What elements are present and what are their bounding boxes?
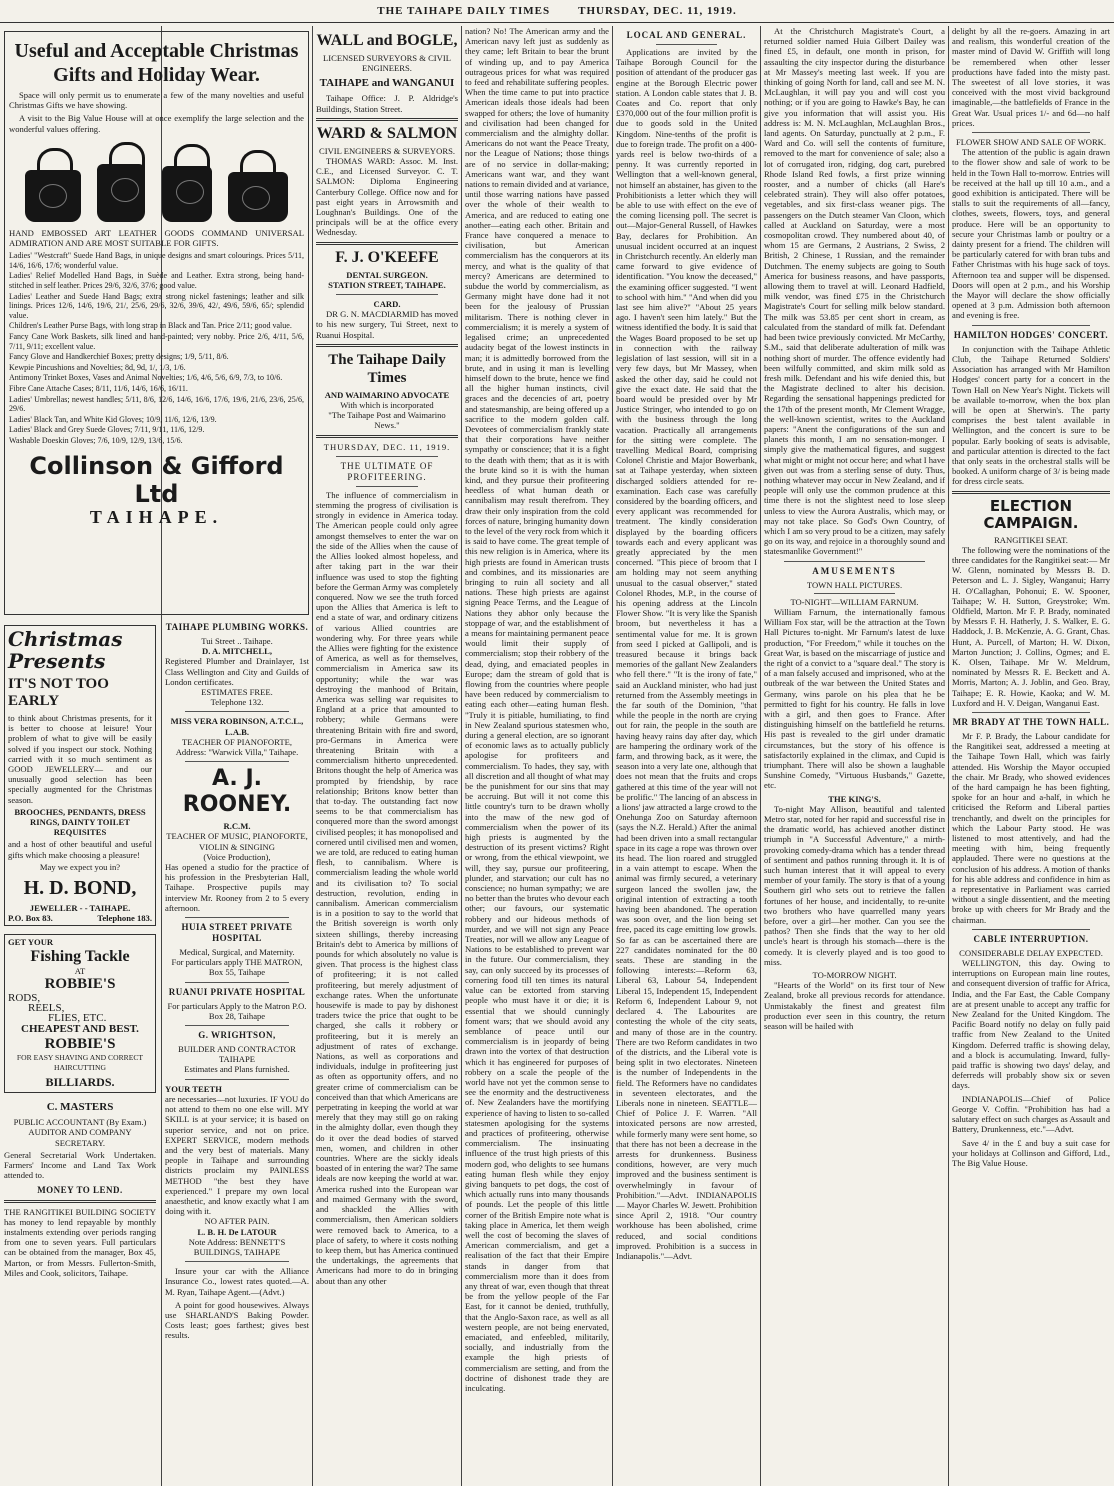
rooney-voice: (Voice Production), [203,851,271,862]
wall-bogle-name: WALL and BOGLE, [316,32,458,49]
rooney-name: A. J. ROONEY. [182,766,292,818]
cable-heading: CABLE INTERRUPTION. [973,933,1089,944]
cable-body: WELLINGTON, this day. Owing to interruptions on European main line routes, and consequent diversion of traffic for Africa, India, and the Far East, the Cable Company are at present unable to accept any traffic for New Zealand for the United Kingdom. The Pacific Board notify no delay on fully paid traffic from New Zealand to the United Kingdom. Deferred traffic is showing delay, and a block is accumulating. Inward, fully-paid traffic is showing two days' delay, and deferreds will probably show six or seven days. [952,958,1110,1091]
robinson-name: MISS VERA ROBINSON, A.T.C.L., L.A.B. [170,716,304,737]
masthead [0,0,1114,23]
advert-intro-2: A visit to the Big Value House will at once exemplify the large selection and the wonderful values offering. [9,113,304,134]
list-item: Ladies' "Westcraft" Suede Hand Bags, in unique designs and smart colourings. Prices 5/11, 14/6, 16/6, 17/6; wonderful value. [9,251,304,270]
list-item: Fancy Cane Work Baskets, silk lined and hand-painted; very nobby. Price 2/6, 4/11, 5/6, 7/11, 9/11; excellent value. [9,331,304,351]
bond-name: H. D. BOND, [23,877,137,900]
masters-body: General Secretarial Work Undertaken. Farmers' Income and Land Tax Work attended to. [4,1149,156,1181]
card-body: DR G. N. MACDIARMID has moved to his new surgery, Tui Street, next to Ruanui Hospital. [316,309,458,340]
bond-question: May we expect you in? [39,861,121,872]
kings-heading: THE KING'S. [828,793,881,804]
advert-headline: Useful and Acceptable Christmas Gifts and Holiday Wear. [14,40,299,86]
kings-body: To-night May Allison, beautiful and talented Metro star, noted for her rapid and successful rise in the dramatic world, has achieved another distinct triumph in "A Successful Adventure," a mirth-provoking comedy-drama which has a tender thread of sentiment and pathos running through it. It is of such human interest that it will appeal to every member of your family. The story is that of a young Southern girl who sets out to retrieve the fallen fortunes of her house, and incidentally, to re-unite two brothers who have quarrelled many years before, over a girl—her mother. Can you see the pathos? Then she finds that the way to her old uncle's heart is through his stomach—there is the comedy. It is cleverly played and is too good to miss. [764,803,945,967]
column-3 [316,26,458,1486]
flower-show-body: The attention of the public is again drawn to the flower show and sale of work to be held in the Town Hall to-morrow. Entries will be received at the hall up till 10 a.m., and a good exhibition is anticipated. There will be stalls to suit the requirements of all—fancy, clothes, sweets, flowers, toys, and general produce. Here will be an opportunity to secure your Christmas lamb or poultry or a dainty present for a friend. The children will be particularly catered for with bran tubs and Father Christmas with his huge sack of toys. Afternoon tea and supper will be dispensed. Doors will open at 2 p.m., and his Worship the Mayor will declare the show officially opened at 3 p.m. Admission both afternoon and evening is free. [952,147,1110,321]
column-1-lower [4,622,156,1486]
plumbing-estimates: ESTIMATES FREE. [201,687,273,698]
brady-body: Mr F. P. Brady, the Labour candidate for the Rangitikei seat, addressed a meeting at the Taihape Town Hall, which was fairly attended. His Worship the Mayor occupied the chair. Mr Brady, who showed evidences of the hard campaign he has been fighting, spoke for an hour and a-half, in which he criticised the Reform and Liberal parties trenchantly, and dwelt on the principles for which the Labour Party stood. He was listened to most attentively, and had the meeting with him, being frequently applauded. There were no questions at the conclusion of his address. A motion of thanks for his able address and confidence in him as a representative in Parliament was carried without a single dissentient, and the meeting broke up with cheers for Mr Brady and the chairman. [952,730,1110,925]
farnum-body: William Farnum, the internationally famous William Fox star, will be the attraction at the Town Hall Pictures to-night. Mr Farnum's latest de luxe production, "For Freedom," while it touches on the Great War, is based on the miscarriage of justice and the right of a convict to a "square deal." The story is of a man falsely accused and imprisoned, who at the outbreak of the war between the United States and Germany, wins parole on his plea that he be permitted to fight for his country. He falls in love with a girl, and then goes to France. After distinguishing himself on the battlefield he returns. His past is revealed to the girl under dramatic circumstances, but the story of his offence is satisfactorily explained in the climax, and Cupid is triumphant. There will also be shown a laughable Sunshine Comedy, "Virtuous Husbands," Gazette, etc. [764,606,945,791]
wall-bogle-office: Taihape Office: J. P. Aldridge's Buildings, Station Street. [316,93,458,114]
masters-name: C. MASTERS [46,1101,114,1114]
robbie-line-1: GET YOUR [8,937,54,948]
plumbing-title: TAIHAPE PLUMBING WORKS. [165,622,309,632]
paper-title: The Taihape Daily Times [328,351,446,386]
robbie-line-9: ROBBIE'S [44,1035,116,1052]
ruanui-title: RUANUI PRIVATE HOSPITAL [168,986,306,997]
building-society-notice: THE RANGITIKEI BUILDING SOCIETY has money to lend repayable by monthly instalments extending over periods ranging from one to seven years. Full particulars can be obtained from the manager, Box 45, Marton, or from Messrs. Fullerton-Smith, Miles and Cook, solicitors, Taihape. [4,1206,156,1278]
tomorrow-heading: TO-MORROW NIGHT. [812,970,897,981]
ward-salmon-body: THOMAS WARD: Assoc. M. Inst. C.E., and Licensed Surveyor. C. T. SALMON: Diploma Engineering Canterbury College. Office now and for past eight years in Arrowsmith and Loughnan's Buildings. One of the principals will be at the office every Wednesday. [316,156,458,238]
robinson-address: Address: "Warwick Villa," Taihape. [175,747,299,758]
column-rule [612,26,613,1486]
bond-telephone: Telephone 183. [97,913,152,924]
bond-body: to think about Christmas presents, for it is better to choose at leisure! Your problem of what to give will be easily solved if you inspect our stock. Nothing carried with it so much sentiment as GOOD JEWELLERY— and our unusually good selection has been specially augmented for the Christmas season. [8,713,152,805]
wrightson-role: BUILDER AND CONTRACTOR TAIHAPE [178,1044,296,1065]
paper-date: THURSDAY, DEC. 11, 1919. [323,441,451,452]
list-item: Ladies' Black and Grey Suede Gloves; 7/11, 9/11, 11/6, 12/9. [9,425,205,435]
teeth-after-pain: NO AFTER PAIN. [204,1216,270,1227]
column-4 [465,26,609,1486]
bond-trade: JEWELLER - - TAIHAPE. [29,903,131,914]
huia-title: HUIA STREET PRIVATE HOSPITAL [181,922,293,944]
ward-salmon-name: WARD & SALMON [316,124,458,142]
plumbing-telephone: Telephone 132. [210,697,264,708]
huia-body: For particulars apply THE MATRON, [171,957,303,968]
column-5 [616,26,757,1486]
rooney-body: Has opened a studio for the practice of his profession in the Presbyterian Hall, Taihape. Prospective pupils may interview Mr. Rooney from 2 to 5 every afternoon. [165,862,309,913]
robbie-line-2: Fishing Tackle [30,947,130,965]
ruanui-body: For particulars Apply to the Matron P.O. Box 28, Taihape [167,1000,307,1021]
handbag-image [162,166,212,222]
advert-items-list [9,251,304,445]
insurance-notice: Insure your car with the Alliance Insurance Co., lowest rates quoted.—A. M. Ryan, Taihape Agent.—(Advt.) [165,1266,309,1297]
election-subheading: RANGITIKEI SEAT. [994,534,1068,545]
rooney-degree: R.C.M. [223,821,251,832]
list-item: Antimony Trinket Boxes, Vases and Animal Novelties; 1/6, 4/6, 5/6, 6/9, 7/3, to 10/6. [9,373,283,383]
column-rule [312,26,313,1486]
local-general-heading: LOCAL AND GENERAL. [626,30,747,40]
wrightson-body: Estimates and Plans furnished. [184,1064,290,1075]
christmas-gifts-advert [4,28,309,618]
column-rule [948,26,949,1486]
handbag-illustrations [17,140,296,222]
list-item: Ladies' Black Tan, and White Kid Gloves; 10/9, 11/6, 12/6, 13/9. [9,414,217,424]
hearts-continued: delight by all the re-goers. Amazing in art and realism, this wonderful creation of the master mind of David W. Griffith will long be remembered when other lesser productions have faded into the misty past. The sweetest of all love stories, it was conceived with the most vivid background imaginable,—the battlefields of France in the Great War. Usual prices 1/- and 6d—no half prices. [952,26,1110,128]
column-6 [764,26,945,1486]
robinson-role: TEACHER OF PIANOFORTE, [181,736,292,747]
list-item: Ladies' Leather and Suede Hand Bags; extra strong nickel fastenings; leather and silk linings. Prices 12/6, 14/6, 19/6, 21/, 25/6, 29/6, 32/6, 39/6, 42/, 49/6, 59/6, 65/; splendid value. [9,291,304,320]
paper-subtitle: AND WAIMARINO ADVOCATE [324,389,450,400]
list-item: Kewpie Pincushions and Novelties; 8d, 9d, 1/, 1/3, 1/6. [9,362,186,372]
robbie-line-4: ROBBIE'S [44,975,116,992]
local-general-body: Applications are invited by the Taihape Borough Council for the position of attendant of the producer gas engine at the Borough Electric power station. A London cable states that J. B. Coates and Co. report that only £370,000 out of the four million profit is due to goods sold in the United Kingdom. Nine-tenths of the profit is due to foreign trade. The profit on a 400-yards reel is below two-thirds of a penny. It was currently reported in Wellington that a well-known general, not himself an abstainer, has given to the Prohibitionists a letter which they will be able to use with effect on the eve of the coming licensing poll. The secret is out—Major-General Russell, of Hawkes Bay, declares for Prohibition. An unusual incident occurred at an inquest in Christchurch recently. An elderly man came forward to give evidence of identification. "You know the deceased," the examining officer suggested. "I went to school with him." "And when did you last see him alive?" "About 25 years ago. I haven't seen him lately." But the witness identified the body. It is said that the Wages Board proposed to be set up in connection with the railway legislation of last session, will sit in a very few days, but Mr Massey, when asked the other day, said he could not give the exact date. He said that the board would be presided over by Mr Justice Stringer, who intended to go on with the business through the long vacation. Practically all arrangements for the sitting were complete. The travelling Medical Board, comprising Colonel Christie and Major Bowerbank, sat at Taihape yesterday, when sixteen discharged soldiers attended for re-examination. Each case was carefully considered by the boarding officers, and every applicant was recommended for treatment. The kindly consideration displayed by the boarding officers towards each and every applicant was greatly appreciated by the men concerned. "This piece of broom that I am holding may not seem anything unusual to the casual observer," stated Colonel Rhodes, M.P., in the course of his opening address at the Lincoln Flower Show. "It is very like the Spanish broom, but nevertheless it has a sentimental value for me. It is grown from seed I picked at Gallipoli, and is treasured because it brings back memories of the gallant New Zealanders who fell there." "It is the irony of fate," said an Auckland minister, who had just returned from the Assembly meetings in the far south of the Dominion, "that while the people in the north are crying out for rain, the people in the south are having heavy rains day after day, which are hampering the ordinary work of the farm, and throwing back, as it were, the season into a very late one, although that does not mean that the fruits and crops gathered at this time of the year will not be prolific." The lancing of an abscess in a lions' jaw attracted a large crowd to the Onehunga Zoo on Saturday afternoon (says the N.Z. Herald.) After the animal had been driven into a small rectangular space in its cage a rope was thrown over its head. The lion roared and struggled in a vain attempt to escape. When the animal was firmly secured, a veterinary surgeon lanced the swollen jaw, the original intention of extracting a tooth having been abandoned. The operation was soon over, and the lion being set free, paced its cage emitting low growls. So far as can be ascertained there are 227 candidates nominated for the 80 seats. These are standing in the following interests:—Reform 63, Liberal 63, Labour 54, Independent Liberal 15, Independent 15, Independent Reform 6, Independent Labour 9, not declared 4. The Labourites are contesting the whole of the city seats, and many of those are in the country. There are two Reform candidates in two of the districts, and the Liberal vote is being split in two electorates. Nineteen is the number of Independents in the field. The Reformers have no candidates in seventeen electorates, and the Liberals none in nineteen. SEATTLE—Chief of Police J. F. Warren. "All intoxicated persons are now arrested, while formerly many were sent home, so that there has not been a decrease in the arrests for drunkenness. Business conditions, however, are very much improved and the business sentiment is overwhelmingly in favour of Prohibition."—Advt. INDIANAPOLIS — Mayor Charles W. Jewett. Prohibition since April 2, 1918. "Our country workhouse has been abolished, crime reduced, and social conditions improved. Prohibition is a success in Indianapolis."—Advt. [616,47,757,1261]
christmas-presents-banner: Christmas Presents [8,627,123,673]
news-items: At the Christchurch Magistrate's Court, a returned soldier named Huia Gilbert Dailey was fined £5, in default, one month in prison, for assaulting the city inspector during the disturbance at Mr Massey's meeting last week. If you are thinking of going North for land, call and see M. N. McLaughlan, it will pay you and will cost you nothing; or if you are going to Hawke's Bay, he can give you information that will assist you. His address is: M. N. McLaughlan, McLaughlan Bros., land agents. On Saturday, punctually at 2 p.m., F. Ward and Co. will sell the contents of furniture, removed to the mart for convenience of sale; also a lot of corrugated iron, ridging, dog cart, purebred Rhode Island Red fowls, a first prize winning rooster, and a number of chicks (all Hare's celebrated strain). They will also offer potatoes, vegetables, and six first-class weaner pigs. The passengers on the Dutch steamer Van Cloon, which called at Auckland on Saturday, were a most cosmopolitan crowd. They numbered about 40, of whom 15 are Germans, 2 Austrians, 2 Swiss, 2 British, 2 Chinese, 1 Russian, and the remainder Dutchmen. The enemy subjects are going to South America for business reasons, and have passports, allowing them to travel at will. Leonard Hadfield, milk vendor, was fined £75 in the Christchurch Magistrate's Court for selling milk below standard. The milk was 53.85 per cent short in cream, as calculated from the standard of milk fat. Defendant had been twice previously convicted. Mr McCarthy, S.M., said that deliberate adulteration of milk was nothing short of murder. The offence evidently had been wilfully committed, and skim milk sold as fresh milk. Defendant and his wife denied this, but the Magistrate declined to alter his decision. Regarding the sensational happenings predicted for the 17th of the present month, Mr Clement Wragge, the well-known scientist, writes to the Auckland papers: "Anent the configurations of the sun and planets this month, I am no sensation-monger. I simply give the mathematical figures, and suggest what might or might not occur here; and what I have given out was from a sterling sense of duty. Thus, nothing whatever may occur in New Zealand, and if people will only use the common prudence at this time there is not the slightest need to lose sleep unless to view the Aurora Australis, which may, or may not take place. So God's Own Country, of which I am so very proud to be a citizen, may safely go on its way, and rejoice in a thoroughly sound and statesmanlike Government!" [764,26,945,557]
robbie-line-7: FLIES, ETC. [48,1012,107,1025]
wall-bogle-role: LICENSED SURVEYORS & CIVIL ENGINEERS. [323,53,451,74]
advertiser-name: Collinson & Gifford Ltd [29,451,284,508]
flower-show-heading: FLOWER SHOW AND SALE OF WORK. [955,137,1107,148]
bond-tail: and a host of other beautiful and useful gifts which make choosing a pleasure! [8,839,152,860]
okeefe-role: DENTAL SURGEON. [346,269,428,280]
paper-incorporated: With which is incorporated [340,400,434,411]
editorial-title: THE ULTIMATE OF PROFITEERING. [340,460,434,482]
list-item: Ladies' Umbrellas; newest handles; 5/11, 8/6, 12/6, 14/6, 16/6, 17/6, 19/6, 21/6, 23/6, 25/6, 29/6. [9,394,304,414]
farnum-heading: TO-NIGHT—WILLIAM FARNUM. [790,596,919,607]
advertiser-town: TAIHAPE. [89,506,224,527]
teeth-body: are necessaries—not luxuries. IF YOU do not attend to them no one else will. MY SKILL is at your service; it is based on superior service, and not on price. EXPERT SERVICE, modern methods and the very best of materials. Many people in Taihape and surrounding districts proclaim my PAINLESS METHOD "the best they have experienced." I prepare my own local anaesthetic, and know exactly what I am doing with it. [165,1093,309,1217]
paper-papers: "The Taihape Post and Waimarino News." [328,410,446,431]
masters-title: PUBLIC ACCOUNTANT (By Exam.) AUDITOR AND COMPANY SECRETARY. [13,1117,147,1148]
column-2-lower [165,622,309,1486]
list-item: Ladies' Relief Modelled Hand Bags, in Suède and Leather. Extra strong, being hand-stitched in self leather. Prices 29/6, 32/6, 37/6; good value. [9,271,304,290]
election-body: The following were the nominations of the three candidates for the Rangitikei seat:— Mr W. Glenn, nominated by Messrs B. D. Peterson and L. J. Sigley, Wanganui; Harry H. O'Callaghan, Pohonui; E. W. Spooner, Taihape; W. H. Sutton, Greystroke; Wm. Oldfield, Marton. Mr F. P. Brady, nominated by Messrs F. H. Hatherly, J. S. Walker, E. G. Haddock, J. B. McKenzie, A. G. Grant, Chas. Hunt, A. Purcell, of Marton; H. W. Dixon, Marton Junction; J. Collins, Ogmes; and E. K. Olsen, Taihape. Mr W. Meldrum, nominated by Messrs R. E. Beckett and A. Morris, Marton; A. J. Joblin, and Geo. Bray, Taihape; E. R. Howie, Kaoka; and W. M. Luxford and H. V. Deigan, Wanganui East. [952,544,1110,708]
tomorrow-body: "Hearts of the World" on its first tour of New Zealand, broke all previous records for attendance. Unmistakably the finest and greatest film production ever seen in this country, the return season will be hailed with [764,980,945,1032]
suitcase-advert: Save 4/ in the £ and buy a suit case for your holidays at Collinson and Gifford, Ltd., The Big Value House. [952,1137,1110,1168]
hodges-heading: HAMILTON HODGES' CONCERT. [953,329,1109,340]
masthead-title: THE TAIHAPE DAILY TIMES [377,5,551,17]
editorial-continued: nation? No! The American army and the American navy left just as suddenly as they came; left Britain to bear the brunt of winding up, and to pay America outrageous prices for what was required to feed and rehabilitate suffering peoples. When the time came to put into practice American ideals those ideals had been swapped for others; the love of humanity and civilisation had been changed for commercialism and the almighty dollar. Americans do not want the Peace Treaty, nor the League of Nations; those things are of no service in dollar-making; Americans want war, and they want nations to remain divided and at variance, until those warring nations have passed over the whole of their wealth to America, and are reduced to eating one another—eating each other. Britain and France have conquered a menace to civilisation, but American commercialism has the conquerors at its mercy, and what is the quality of that mercy? Americans are determined to subdue the world by commercialism, as Germany might have done had it not been for the jealousy of Prussian militarism. There is nothing clever in commercialism; it is merely a system of legalised crime; an unprecedented audacity begat of the lowest instincts in man; it is admittedly borrowed from the brute, and in using it man is levelling himself down to the brute, hence we find all the higher human instincts, civil graces and the decencies of art, poetry and statesmanship, are being offered up a sacrifice to the modern golden calf. Devotees of commercialism frankly state that their corporations have neither sympathy or conscience; that it is a fight to the death with them; that as it is with the brute kind so it is with the human kind, and they pursue their profiteering heedless of what human death or cannibalism may result therefrom. They draw their only inspiration from the cold forces of nature, bringing humanity down to the level of the very rock from which it is said to have come. The great temple of this new religion is in America, where its high priests are found in American trusts and combines, and its missionaries are bringing to ruin all society and all nations. These high priests are against signing Peace Terms, and the League of Nations they abhor only because the stoppage of war, and the establishment of a means for maintaining permanent peace would limit their supply of commercialism; stop their robbery of the dead, dying, and emaciated peoples in Europe; dam the stream of gold that is flowing from the countries where people have been reduced by commercialism to eating each other—eating human flesh. "Truly it is pitiable, humiliating, to find in New Zealand spurious statesmen who, during a general election, are so ignorant of economic laws as to actually publicly apologise for profiteers and commercialism. To hades, they say, with all discretion and all thought of what may be the punishment for our sins that may be accruing. But will it not come this little country's turn to be drawn wholly into the maw of the new god of commercialism when the power of its high priests is augmented by the destruction of its present victims? Right or wrong, from the ethical viewpoint, we will, they say, pursue our profiteering, plunder, and starvation; our cult has no conscience; no human sympathy; we are no better than the brutes who devour each other; our favours, our systematic robbery and our hideous methods of murder, and we will not sign any Peace Treaties, nor will we allow any League of Nations to be established to prevent war in the future. Our commercialism, they say, can only succeed by its processes of cornering food till ten times its natural value can be extorted from starving people who must have it or die; it is essential that we should cunningly foment wars; that we should avoid any semblance of peace until our commercialism is in jeopardy of being drawn into the vortex of that destruction which it has engineered for purposes of robbery on a scale the people of the world have not yet the common sense to see the enormity and the destructiveness of. New Zealanders have the mortifying experience of having to listen to so-called statesmen apologising for the systems and practices of profiteering, otherwise commercialism. The insinuating influence of the trust high priests of this modern god, who delights to see humans eating human flesh while they enjoy giving banquets to pet dogs, the cost of which actually runs into many thousands of pounds. Let the people of this little corner of the British Empire note what is taking place in America, let them weigh well the cost of becoming the slaves of American commercialism, and get a realisation of the fact that their Empire stands in danger from that commercialism more than it does from any threat of war, even though that threat be from the yellow people of the Far East, for it cannot be denied, truthfully, that the Anglo-Saxon race, as well as all western people, are not being enervated, emaciated, and enfeebled, militarily, socially, and industrially from the example the high priests of commercialism are setting, and from the doctrine of dishonest trade they are inculcating. [465,26,609,1394]
baking-powder-notice: A point for good housewives. Always use SHARLAND'S Baking Powder. Costs least; goes farthest; gives best results. [165,1299,309,1341]
robbie-line-10: FOR EASY SHAVING AND CORRECT HAIRCUTTING [16,1052,144,1072]
column-7 [952,26,1110,1486]
cable-subheading: CONSIDERABLE DELAY EXPECTED. [959,947,1103,958]
robbie-line-8: CHEAPEST AND BEST. [21,1023,139,1036]
bond-headline: IT'S NOT TOO EARLY [8,676,109,709]
handbag-image [25,170,81,222]
brady-heading: MR BRADY AT THE TOWN HALL. [952,716,1110,727]
bond-list: BROOCHES, PENDANTS, DRESS RINGS, DAINTY TOILET REQUISITES [14,806,146,838]
amusements-heading: AMUSEMENTS [812,565,897,576]
amusements-subheading: TOWN HALL PICTURES. [806,579,903,590]
teeth-name: L. B. H. De LATOUR [197,1226,277,1237]
hodges-body: In conjunction with the Taihape Athletic Club, the Taihape Returned Soldiers' Association has arranged with Mr Hamilton Hodges' concert party for a concert in the Town Hall on New Year's Night. Tickets will be available to-morrow, when the box plan will be open at Sherwin's. The party comprises the best talent available in Wellington, and the concert is sure to be popular. Early booking of seats is advisable, and particular attention is directed to the fact that only seats in the orchestral stalls will be booked. A uniform charge of 3/ is being made for dress circle seats. [952,343,1110,487]
election-heading: ELECTION CAMPAIGN. [983,496,1079,532]
list-item: Fancy Glove and Handkerchief Boxes; pretty designs; 1/9, 5/11, 8/6. [9,352,229,362]
robbie-line-11: BILLIARDS. [45,1075,115,1090]
plumbing-address: Tui Street .. Taihape. [201,636,273,646]
advert-bags-caption: HAND EMBOSSED ART LEATHER GOODS COMMAND UNIVERSAL ADMIRATION AND ARE MOST SUITABLE FOR GIFTS. [9,227,304,249]
huia-subtitle: Medical, Surgical, and Maternity. [179,947,295,958]
robbie-line-3: AT [74,965,86,976]
list-item: Fibre Cane Attache Cases; 8/11, 11/6, 14/6, 16/6, 16/11. [9,383,188,393]
indianapolis-advert: INDIANAPOLIS—Chief of Police George V. Coffin. "Prohibition has had a salutary effect on such charges as Assault and Battery, Drunkenness, etc."—Advt. [952,1093,1110,1135]
handbag-image [228,172,288,222]
list-item: Washable Doeskin Gloves; 7/6, 10/9, 12/9, 13/6, 15/6. [9,435,183,445]
column-rule [760,26,761,1486]
wrightson-name: G. WRIGHTSON, [198,1030,276,1041]
list-item: Children's Leather Purse Bags, with long strap in Black and Tan. Price 2/11; good value. [9,321,292,331]
ward-salmon-role: CIVIL ENGINEERS & SURVEYORS. [318,145,456,156]
okeefe-name: F. J. O'KEEFE [335,248,439,266]
teeth-heading: YOUR TEETH [165,1083,222,1094]
robbie-line-6: REELS, [28,1002,65,1015]
masthead-date: THURSDAY, DEC. 11, 1919. [578,5,737,17]
editorial-body: The influence of commercialism in stemming the progress of civilisation is strongly in evidence in America today. The American people could only agree amongst themselves to enter the war on the side of the Allies when the cause of the Allies looked almost hopeless, and after taking part in the war their influence was used to stop the fighting before the German Army was completely conquered. Now we see the truth forced upon the Allies that America is left to end a state of war, and ordinary citizens of various Allied countries are wondering why. For three years while the Allies were fighting for the existence of America, as well as for themselves, commercialism in America saw its opportunity; while the war was destroying the manhood of Britain, America was selling war requisites to England at a price that amounted to robbery; while Germans were threatening Britain with fire and sword, pro-Germans in America were threatening Britain with a commercialism hitherto unprecedented. Britons thought the help of America was prompted by friendship, by race relationship; Britons know better than that to-day. The outstanding fact now seems to be that commercialism has conquered more than the sword amongst civilised peoples; it has monopolised and cornered until civilised men and women, we are told, are reduced to eating human flesh, to cannibalism. Where is commercialism leading the whole world and its civilisation to? To social destruction, revolution, ending in cannibalism. American commercialism is in a position to say to the world that the British sovereign is worth only sixteen shillings, thereby increasing Britain's debt to America by millions of pounds for which absolutely no value is given. That process is the highest class of profiteering; it is not called profiteering, but merely adjustment of exchange rates. When the unfortunate housewife is made to pay by dishonest traders twice the price that ought to be charged, she calls it robbery or profiteering, but it is merely an adjustment of rates of exchange. Nations, as well as corporations and individuals, indulge in profiteering just as often as opportunity offers, and no greater crime of commercialism can be conceived than that which Americans are perpetrating in keeping the world at war merely that they may still go on raking in the almighty dollar, even though they do it over the dead bodies of starved men, women, and children in other countries. Where are the sickly ideals boasted of in entering the war? The same ideals are now keeping the world at war. America rushed into the European war and maimed Germany with the sword, and shackled the Allies with commercialism, then American soldiers were removed back to America, to a place of safety, to where it costs nothing to keep them, but has America continued the undertakings, the agreements that Americans had more to do in bringing about than any other [316,489,458,1286]
handbag-image [97,164,145,222]
card-heading: CARD. [373,299,401,310]
plumbing-name: D. A. MITCHELL, [202,646,272,657]
bond-box: P.O. Box 83. [8,913,53,924]
column-rule [461,26,462,1486]
okeefe-address: STATION STREET, TAIHAPE. [328,279,446,290]
advert-intro: Space will only permit us to enumerate a few of the many novelties and useful Christmas Gifts we have showing. [9,90,304,111]
masters-money: MONEY TO LEND. [37,1184,123,1195]
plumbing-body: Registered Plumber and Drainlayer, 1st Class Wellington and City and Guilds of London certificates. [165,656,309,687]
rooney-role: TEACHER OF MUSIC, PIANOFORTE, VIOLIN & SINGING [166,831,308,852]
huia-box: Box 55, Taihape [208,967,266,978]
wall-bogle-towns: TAIHAPE and WANGANUI [319,77,455,90]
teeth-address: Note Address: BENNETT'S BUILDINGS, TAIHAPE [188,1236,286,1257]
robbie-line-5: RODS, [8,991,41,1004]
